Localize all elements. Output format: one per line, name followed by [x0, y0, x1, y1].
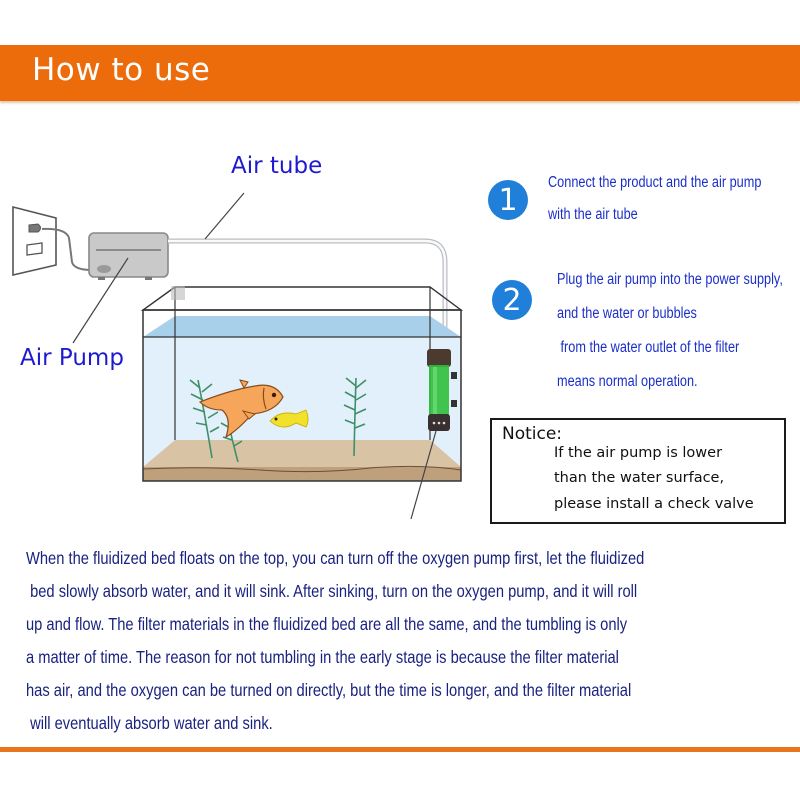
- wall-outlet-icon: [13, 207, 56, 275]
- step-2-number: 2: [502, 282, 522, 318]
- paragraph-line-4: a matter of time. The reason for not tumbling in the early stage is because the filter material: [26, 647, 619, 667]
- footer-divider: [0, 747, 800, 752]
- air-pump-icon: [89, 233, 168, 280]
- step-2-line-4: means normal operation.: [557, 373, 698, 390]
- notice-line-2: than the water surface,: [554, 470, 725, 486]
- notice-title: Notice:: [502, 424, 563, 444]
- header-bar: [0, 45, 800, 101]
- aquarium-diagram: [0, 140, 480, 540]
- aquarium-tank-icon: [143, 286, 461, 481]
- air-tube-leader: [205, 193, 244, 239]
- step-1-line-1: Connect the product and the air pump: [548, 174, 762, 191]
- paragraph-line-3: up and flow. The filter materials in the fluidized bed are all the same, and the tumbling is only: [26, 614, 628, 634]
- step-2-line-1: Plug the air pump into the power supply,: [557, 271, 783, 288]
- paragraph-line-1: When the fluidized bed floats on the top, you can turn off the oxygen pump first, let the fluidized: [26, 548, 645, 568]
- step-2-text: [557, 263, 783, 399]
- paragraph-line-2: bed slowly absorb water, and it will sink. After sinking, turn on the oxygen pump, and it will roll: [26, 581, 638, 601]
- notice-box: [490, 418, 786, 524]
- notice-line-1: If the air pump is lower: [554, 445, 723, 461]
- step-2-line-3: from the water outlet of the filter: [557, 339, 740, 356]
- paragraph-line-6: will eventually absorb water and sink.: [26, 713, 273, 733]
- paragraph-line-5: has air, and the oxygen can be turned on directly, but the time is longer, and the filter material: [26, 680, 632, 700]
- air-tube-label: Air tube: [231, 153, 323, 179]
- step-1-badge: [488, 180, 528, 220]
- step-1-line-2: with the air tube: [548, 206, 638, 223]
- step-1-number: 1: [498, 182, 518, 218]
- air-pump-label: Air Pump: [20, 345, 124, 371]
- step-1-text: [548, 167, 761, 231]
- step-2-badge: [492, 280, 532, 320]
- page-title: How to use: [32, 52, 211, 88]
- step-2-line-2: and the water or bubbles: [557, 305, 697, 322]
- instructions-paragraph: [26, 542, 800, 740]
- notice-line-3: please install a check valve: [554, 496, 754, 512]
